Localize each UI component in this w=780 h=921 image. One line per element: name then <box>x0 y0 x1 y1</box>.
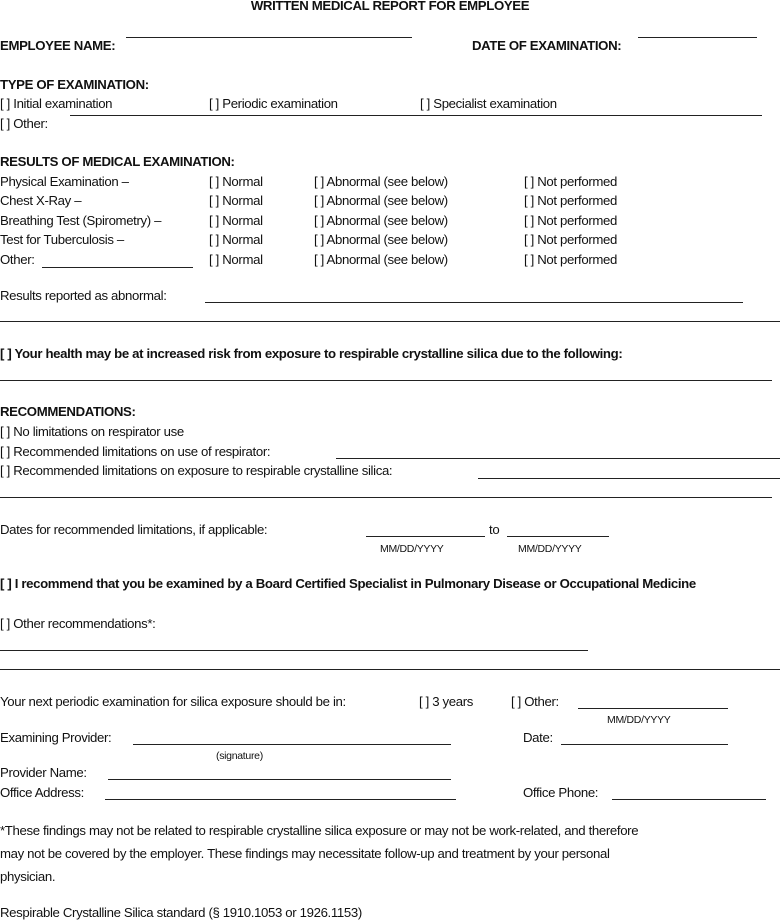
specialist-referral-checkbox[interactable]: [ ] I recommend that you be examined by a Board Certified Specialist in Pulmonary Disease or Occupational Medicine <box>0 576 696 591</box>
other-recommendations-field-line2[interactable] <box>0 669 780 670</box>
abnormal-results-field-line2[interactable] <box>0 321 780 322</box>
not-performed-checkbox[interactable]: [ ] Not performed <box>524 232 617 247</box>
type-of-examination-heading: TYPE OF EXAMINATION: <box>0 77 149 92</box>
next-exam-other-checkbox[interactable]: [ ] Other: <box>511 694 559 709</box>
date-of-examination-label: DATE OF EXAMINATION: <box>472 38 622 53</box>
test-name: Breathing Test (Spirometry) – <box>0 213 162 228</box>
abnormal-checkbox[interactable]: [ ] Abnormal (see below) <box>314 213 448 228</box>
next-exam-other-date-field[interactable] <box>578 708 728 709</box>
other-examination-checkbox[interactable]: [ ] Other: <box>0 116 48 131</box>
specialist-examination-checkbox[interactable]: [ ] Specialist examination <box>420 96 557 111</box>
test-name: Chest X-Ray – <box>0 193 82 208</box>
normal-checkbox[interactable]: [ ] Normal <box>209 174 263 189</box>
office-phone-field[interactable] <box>612 799 766 800</box>
not-performed-checkbox[interactable]: [ ] Not performed <box>524 252 617 267</box>
increased-risk-field[interactable] <box>0 380 772 381</box>
other-recommendations-field[interactable] <box>0 650 588 651</box>
employee-name-field[interactable] <box>126 37 412 38</box>
no-limitations-checkbox[interactable]: [ ] No limitations on respirator use <box>0 424 184 439</box>
periodic-examination-checkbox[interactable]: [ ] Periodic examination <box>209 96 338 111</box>
to-label: to <box>489 522 500 537</box>
not-performed-checkbox[interactable]: [ ] Not performed <box>524 213 617 228</box>
abnormal-checkbox[interactable]: [ ] Abnormal (see below) <box>314 174 448 189</box>
signature-hint: (signature) <box>216 750 263 762</box>
office-phone-label: Office Phone: <box>523 785 599 800</box>
not-performed-checkbox[interactable]: [ ] Not performed <box>524 174 617 189</box>
results-heading: RESULTS OF MEDICAL EXAMINATION: <box>0 154 235 169</box>
footnote-line-2: may not be covered by the employer. These findings may necessitate follow-up and treatment by your personal <box>0 846 610 861</box>
respirator-limitations-checkbox[interactable]: [ ] Recommended limitations on use of respirator: <box>0 444 271 459</box>
office-address-label: Office Address: <box>0 785 84 800</box>
test-name: Physical Examination – <box>0 174 129 189</box>
start-date-format-hint: MM/DD/YYYY <box>380 543 444 555</box>
limitations-end-date-field[interactable] <box>507 536 609 537</box>
other-recommendations-checkbox[interactable]: [ ] Other recommendations*: <box>0 616 156 631</box>
abnormal-checkbox[interactable]: [ ] Abnormal (see below) <box>314 232 448 247</box>
normal-checkbox[interactable]: [ ] Normal <box>209 232 263 247</box>
next-exam-label: Your next periodic examination for silica exposure should be in: <box>0 694 346 709</box>
not-performed-checkbox[interactable]: [ ] Not performed <box>524 193 617 208</box>
exposure-limitations-field[interactable] <box>478 478 780 479</box>
employee-name-label: EMPLOYEE NAME: <box>0 38 116 53</box>
test-name: Test for Tuberculosis – <box>0 232 124 247</box>
respirator-limitations-field[interactable] <box>336 458 780 459</box>
exposure-limitations-field-line2[interactable] <box>0 497 772 498</box>
footnote-line-1: *These findings may not be related to respirable crystalline silica exposure or may not be work-related, and therefore <box>0 823 639 838</box>
other-examination-field[interactable] <box>70 115 762 116</box>
normal-checkbox[interactable]: [ ] Normal <box>209 213 263 228</box>
provider-name-field[interactable] <box>108 779 451 780</box>
test-name: Other: <box>0 252 35 267</box>
examining-provider-signature-field[interactable] <box>133 744 451 745</box>
limitations-start-date-field[interactable] <box>366 536 485 537</box>
standard-reference: Respirable Crystalline Silica standard (§ 1910.1053 or 1926.1153) <box>0 905 362 920</box>
next-exam-date-format-hint: MM/DD/YYYY <box>607 714 671 726</box>
exposure-limitations-checkbox[interactable]: [ ] Recommended limitations on exposure to respirable crystalline silica: <box>0 463 393 478</box>
end-date-format-hint: MM/DD/YYYY <box>518 543 582 555</box>
recommendations-heading: RECOMMENDATIONS: <box>0 404 136 419</box>
increased-risk-checkbox[interactable]: [ ] Your health may be at increased risk from exposure to respirable crystalline silica due to the following: <box>0 346 623 361</box>
abnormal-results-field[interactable] <box>205 302 743 303</box>
date-of-examination-field[interactable] <box>638 37 757 38</box>
office-address-field[interactable] <box>105 799 456 800</box>
dates-limitations-label: Dates for recommended limitations, if applicable: <box>0 522 268 537</box>
examining-provider-label: Examining Provider: <box>0 730 112 745</box>
initial-examination-checkbox[interactable]: [ ] Initial examination <box>0 96 113 111</box>
normal-checkbox[interactable]: [ ] Normal <box>209 193 263 208</box>
page-title: WRITTEN MEDICAL REPORT FOR EMPLOYEE <box>250 0 530 13</box>
normal-checkbox[interactable]: [ ] Normal <box>209 252 263 267</box>
provider-date-label: Date: <box>523 730 553 745</box>
abnormal-checkbox[interactable]: [ ] Abnormal (see below) <box>314 252 448 267</box>
other-test-field[interactable] <box>42 267 193 268</box>
provider-name-label: Provider Name: <box>0 765 87 780</box>
abnormal-checkbox[interactable]: [ ] Abnormal (see below) <box>314 193 448 208</box>
three-years-checkbox[interactable]: [ ] 3 years <box>419 694 474 709</box>
footnote-line-3: physician. <box>0 869 56 884</box>
provider-date-field[interactable] <box>561 744 728 745</box>
abnormal-results-label: Results reported as abnormal: <box>0 288 167 303</box>
